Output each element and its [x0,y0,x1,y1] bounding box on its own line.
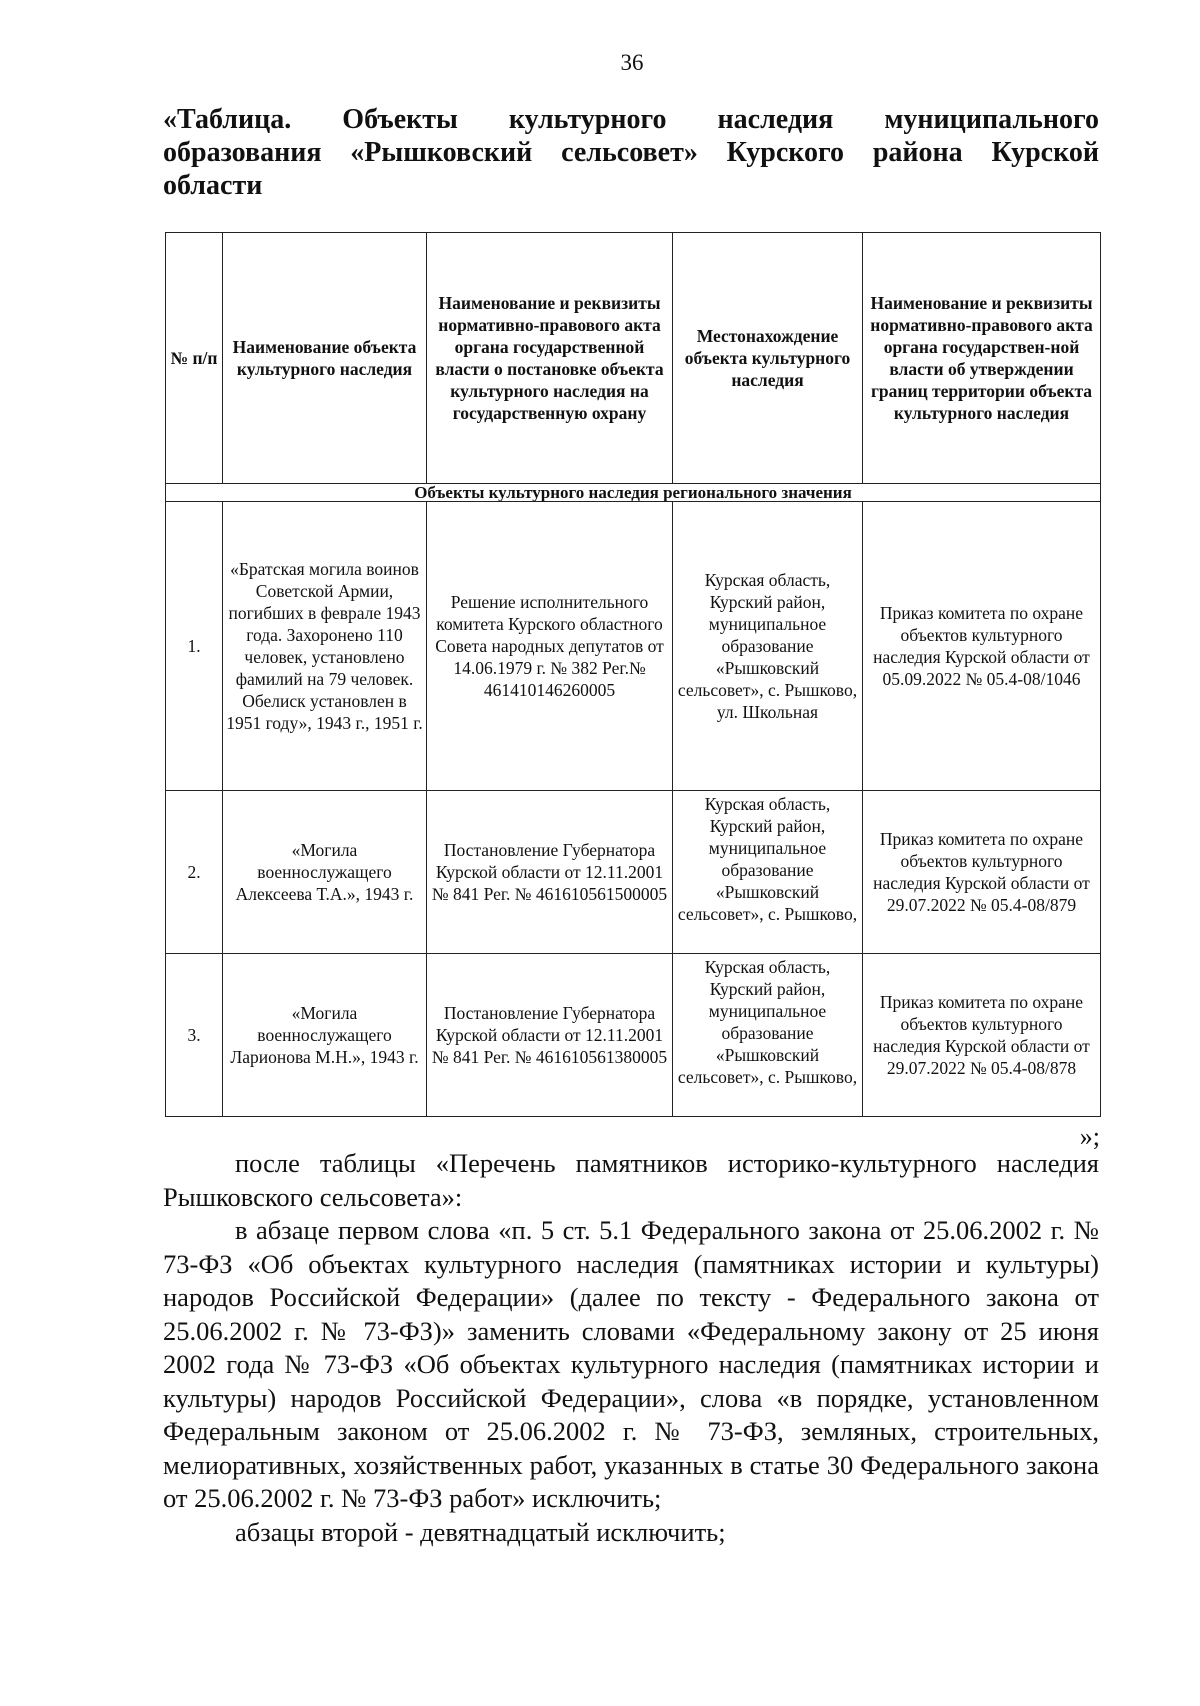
object-name-cell: «Братская могила воинов Советской Армии, погибших в феврале 1943 года. Захоронено 110 человек, установлено фамилий на 79 человек. Обелиск установлен в 1951 году», 1943 г., 1951 г. [223,502,427,791]
location-cell: Курская область, Курский район, муниципальное образование «Рышковский сельсовет», с. Рышково, ул. Школьная [673,502,863,791]
header-number: № п/п [166,233,223,484]
row-number: 2. [166,791,223,954]
title-line: образования «Рышковский сельсовет» Курского района Курской [163,137,1099,168]
protection-act-cell: Постановление Губернатора Курской области от 12.11.2001 № 841 Рег. № 461610561500005 [427,791,673,954]
boundary-act-cell: Приказ комитета по охране объектов культурного наследия Курской области от 29.07.2022 № 05.4-08/878 [863,954,1101,1117]
title-line: «Таблица. Объекты культурного наследия муниципального [163,104,1099,135]
header-location: Местонахождение объекта культурного наследия [673,233,863,484]
table-title [163,103,1099,202]
table-row [166,954,1101,1117]
paragraph: после таблицы «Перечень памятников историко-культурного наследия Рышковского сельсовета»: [163,1148,1099,1212]
header-object-name: Наименование объекта культурного наследия [223,233,427,484]
heritage-table [165,232,1101,1117]
location-cell: Курская область, Курский район, муниципальное образование «Рышковский сельсовет», с. Рышково, [673,791,863,954]
paragraph: в абзаце первом слова «п. 5 ст. 5.1 Федерального закона от 25.06.2002 г. № 73-ФЗ «Об объектах культурного наследия (памятниках истории и культуры) народов Российской Федерации» (далее по тексту - Федерального закона от 25.06.2002 г. № 73-ФЗ)» заменить словами «Федеральному закону от 25 июня 2002 года № 73-ФЗ «Об объектах культурного наследия (памятниках истории и культуры) народов Российской Федерации», слова «в порядке, установленном Федеральным законом от 25.06.2002 г. № 73-ФЗ, земляных, строительных, мелиоративных, хозяйственных работ, указанных в статье 30 Федерального закона от 25.06.2002 г. № 73-ФЗ работ» исключить; [163,1215,1099,1513]
header-protection-act: Наименование и реквизиты нормативно-правового акта органа государственной власти о постановке объекта культурного наследия на государственную охрану [427,233,673,484]
object-name-cell: «Могила военнослужащего Алексеева Т.А.», 1943 г. [223,791,427,954]
table-row [166,791,1101,954]
boundary-act-cell: Приказ комитета по охране объектов культурного наследия Курской области от 29.07.2022 № 05.4-08/879 [863,791,1101,954]
protection-act-cell: Решение исполнительного комитета Курского областного Совета народных депутатов от 14.06.1979 г. № 382 Рег.№ 461410146260005 [427,502,673,791]
section-row [166,484,1101,502]
section-title: Объекты культурного наследия регионального значения [166,484,1101,502]
table-row [166,502,1101,791]
object-name-cell: «Могила военнослужащего Ларионова М.Н.», 1943 г. [223,954,427,1117]
closing-quote-mark: »; [1079,1122,1100,1151]
header-boundary-act: Наименование и реквизиты нормативно-правового акта органа государствен-ной власти об утверждении границ территории объекта культурного наследия [863,233,1101,484]
body-text [163,1147,1099,1549]
location-cell: Курская область, Курский район, муниципальное образование «Рышковский сельсовет», с. Рышково, [673,954,863,1117]
page-number: 36 [620,50,644,75]
row-number: 1. [166,502,223,791]
table-header-row [166,233,1101,484]
protection-act-cell: Постановление Губернатора Курской области от 12.11.2001 № 841 Рег. № 461610561380005 [427,954,673,1117]
row-number: 3. [166,954,223,1117]
title-line: области [163,170,263,201]
paragraph: абзацы второй - девятнадцатый исключить; [235,1516,726,1547]
boundary-act-cell: Приказ комитета по охране объектов культурного наследия Курской области от 05.09.2022 № 05.4-08/1046 [863,502,1101,791]
